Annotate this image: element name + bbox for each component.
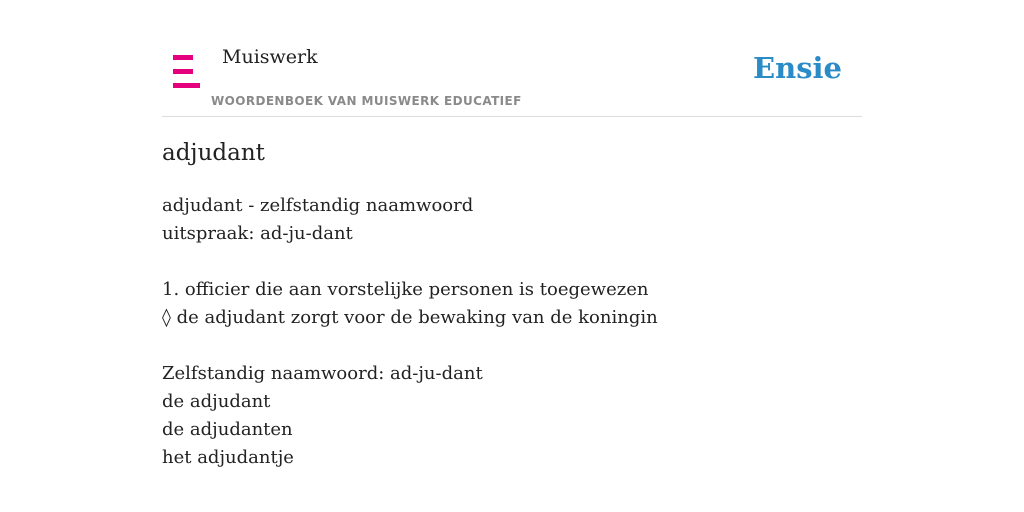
- definition-line: uitspraak: ad-ju-dant: [162, 223, 353, 244]
- definition-line: adjudant - zelfstandig naamwoord: [162, 195, 474, 216]
- brand-name[interactable]: Muiswerk: [222, 46, 318, 68]
- dictionary-name[interactable]: WOORDENBOEK VAN MUISWERK EDUCATIEF: [211, 94, 522, 108]
- header: [162, 0, 862, 117]
- definition-line: het adjudantje: [162, 447, 294, 468]
- definition-body: [162, 192, 862, 472]
- definition-line: Zelfstandig naamwoord: ad-ju-dant: [162, 363, 483, 384]
- definition-line: 1. officier die aan vorstelijke personen is toegewezen: [162, 279, 649, 300]
- blank-line: [162, 248, 862, 276]
- muiswerk-logo-icon[interactable]: [173, 55, 200, 88]
- definition-line: ◊ de adjudant zorgt voor de bewaking van de koningin: [162, 307, 658, 328]
- ensie-logo[interactable]: Ensie: [753, 51, 842, 85]
- word-title: adjudant: [162, 140, 265, 166]
- blank-line: [162, 332, 862, 360]
- definition-line: de adjudanten: [162, 419, 293, 440]
- definition-line: de adjudant: [162, 391, 271, 412]
